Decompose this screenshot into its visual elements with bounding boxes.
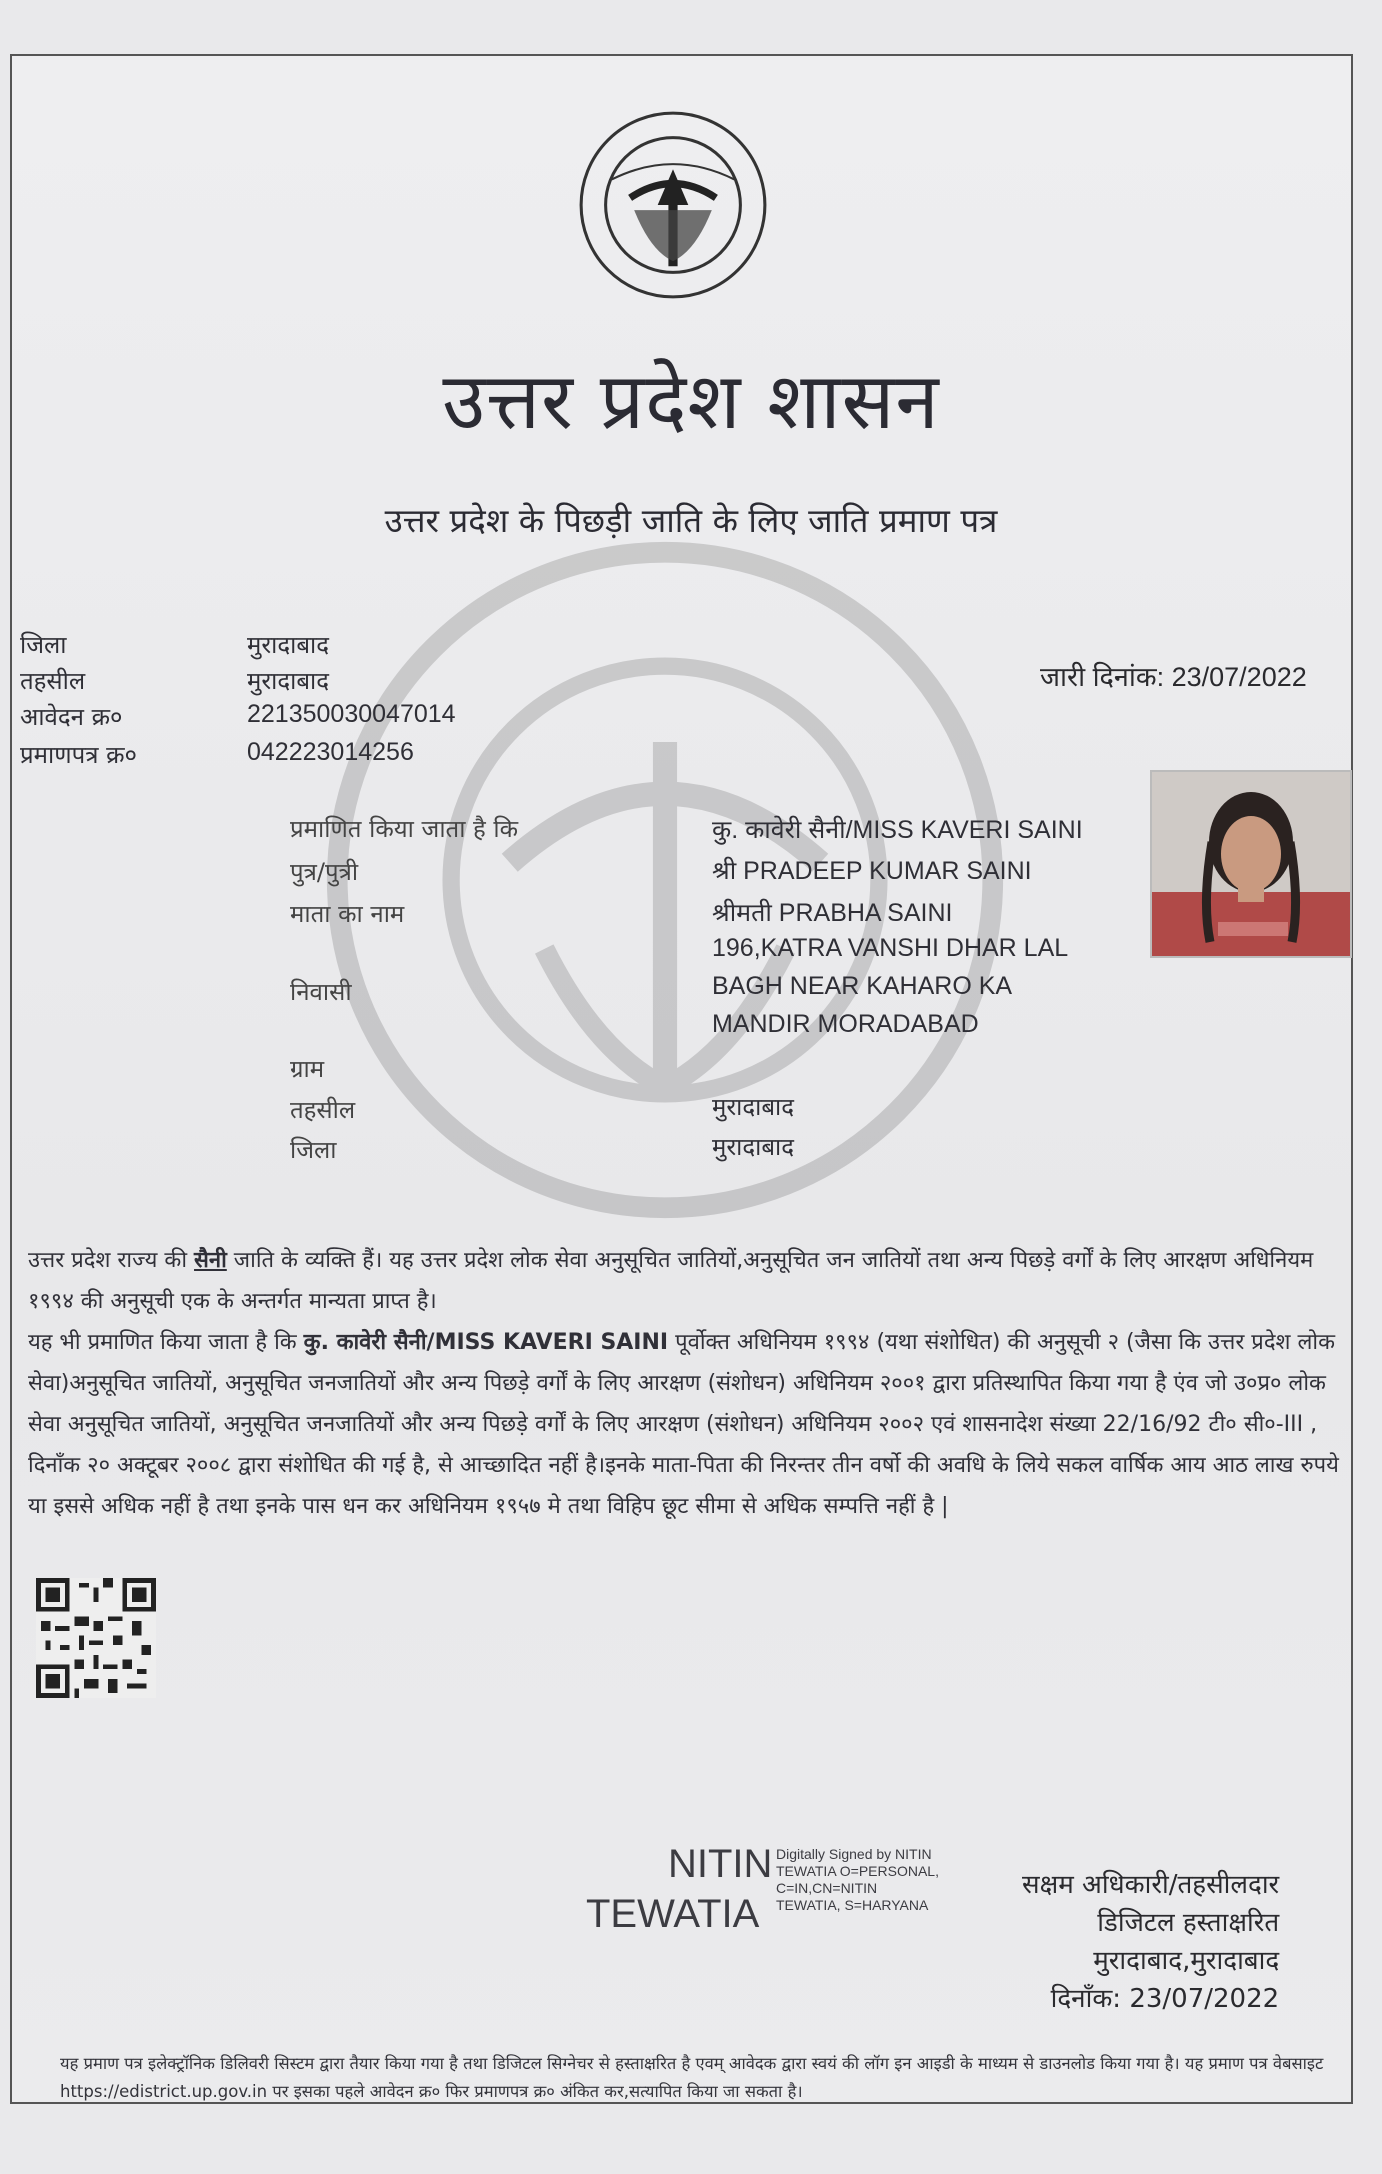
officer-location: मुरादाबाद,मुरादाबाद — [1093, 1946, 1280, 1976]
certificate-label: प्रमाणपत्र क्र० — [20, 741, 137, 769]
applicant-name-bold: कु. कावेरी सैनी/MISS KAVERI SAINI — [303, 1330, 669, 1355]
village-label: ग्राम — [290, 1055, 325, 1083]
caste-name: सैनी — [194, 1248, 227, 1273]
address-line-2: BAGH NEAR KAHARO KA — [712, 972, 1013, 1000]
detail-tehsil-label: तहसील — [290, 1096, 356, 1124]
certified-label: प्रमाणित किया जाता है कि — [290, 815, 519, 843]
application-number: 221350030047014 — [247, 700, 456, 728]
certificate-subtitle: उत्तर प्रदेश के पिछड़ी जाति के लिए जाति प्रमाण पत्र — [384, 501, 998, 540]
tehsil-label: तहसील — [20, 667, 86, 695]
signer-first-name: NITIN — [668, 1842, 773, 1886]
person-photo-icon — [1152, 772, 1350, 956]
signer-last-name: TEWATIA — [586, 1892, 760, 1936]
detail-district-label: जिला — [290, 1136, 337, 1164]
signed-date: दिनाँक: 23/07/2022 — [1050, 1984, 1280, 2014]
mother-label: माता का नाम — [290, 900, 405, 928]
issuing-officer-block — [1022, 1866, 1279, 2018]
detail-district-value: मुरादाबाद — [712, 1133, 795, 1161]
qr-code-icon — [36, 1578, 156, 1698]
digitally-signed-label: डिजिटल हस्ताक्षरित — [1097, 1908, 1280, 1938]
caste-paragraph: उत्तर प्रदेश राज्य की सैनी जाति के व्यक्ति हैं। यह उत्तर प्रदेश लोक सेवा अनुसूचित जातियों,अनुसूचित जन जातियों तथा अन्य पिछड़े वर्गों के लिए आरक्षण अधिनियम १९९४ की अनुसूची एक के अन्तर्गत मान्यता प्राप्त है। — [28, 1248, 1314, 1314]
issue-date: जारी दिनांक: 23/07/2022 — [1040, 662, 1307, 692]
applicant-name: कु. कावेरी सैनी/MISS KAVERI SAINI — [712, 816, 1083, 844]
page-title: उत्तर प्रदेश शासन — [442, 357, 940, 447]
certification-paragraph: यह भी प्रमाणित किया जाता है कि कु. कावेरी सैनी/MISS KAVERI SAINI पूर्वोक्त अधिनियम १९९४ (यथा संशोधित) की अनुसूची २ (जैसा कि उत्तर प्रदेश लोक सेवा)अनुसूचित जातियों, अनुसूचित जनजातियों और अन्य पिछड़े वर्गों के लिए आरक्षण (संशोधन) अधिनियम २००१ द्वारा प्रतिस्थापित किया गया है एंव जो उ०प्र० लोक सेवा अनुसूचित जातियों, अनुसूचित जनजातियों और अन्य पिछड़े वर्गों के लिए आरक्षण (संशोधन) अधिनियम २००२ एवं शासनादेश संख्या 22/16/92 टी० सी०-III , दिनाँक २० अक्टूबर २००८ द्वारा संशोधित की गई है, से आच्छादित नहीं है।इनके माता-पिता की निरन्तर तीन वर्षो की अवधि के लिये सकल वार्षिक आय आठ लाख रुपये या इससे अधिक नहीं है तथा इनके पास धन कर अधिनियम १९५७ मे तथा विहिप छूट सीमा से अधिक सम्पत्ति नहीं है | — [28, 1330, 1339, 1519]
application-label: आवेदन क्र० — [20, 703, 123, 731]
resident-label: निवासी — [290, 978, 352, 1006]
parent-label: पुत्र/पुत्री — [290, 858, 359, 886]
applicant-photo — [1150, 770, 1352, 958]
father-name: श्री PRADEEP KUMAR SAINI — [712, 857, 1032, 885]
officer-designation: सक्षम अधिकारी/तहसीलदार — [1022, 1870, 1280, 1900]
address-line-3: MANDIR MORADABAD — [712, 1010, 979, 1038]
certificate-number: 042223014256 — [247, 738, 414, 766]
address-line-1: 196,KATRA VANSHI DHAR LAL — [712, 934, 1069, 962]
footer-note: यह प्रमाण पत्र इलेक्ट्रॉनिक डिलिवरी सिस्टम द्वारा तैयार किया गया है तथा डिजिटल सिग्नेचर से हस्ताक्षरित है एवम् आवेदक द्वारा स्वयं की लॉग इन आइडी के माध्यम से डाउनलोड किया गया है। यह प्रमाण पत्र वेबसाइट https://edistrict.up.gov.in पर इसका पहले आवेदन क्र० फिर प्रमाणपत्र क्र० अंकित कर,सत्यापित किया जा सकता है। — [60, 2054, 1324, 2101]
up-government-emblem-icon — [570, 108, 776, 302]
digital-signature-details: Digitally Signed by NITIN TEWATIA O=PERSONAL, C=IN,CN=NITIN TEWATIA, S=HARYANA — [776, 1846, 939, 1913]
tehsil-value: मुरादाबाद — [247, 667, 330, 695]
mother-name: श्रीमती PRABHA SAINI — [712, 899, 953, 927]
district-label: जिला — [20, 631, 67, 659]
district-value: मुरादाबाद — [247, 631, 330, 659]
detail-tehsil-value: मुरादाबाद — [712, 1093, 795, 1121]
